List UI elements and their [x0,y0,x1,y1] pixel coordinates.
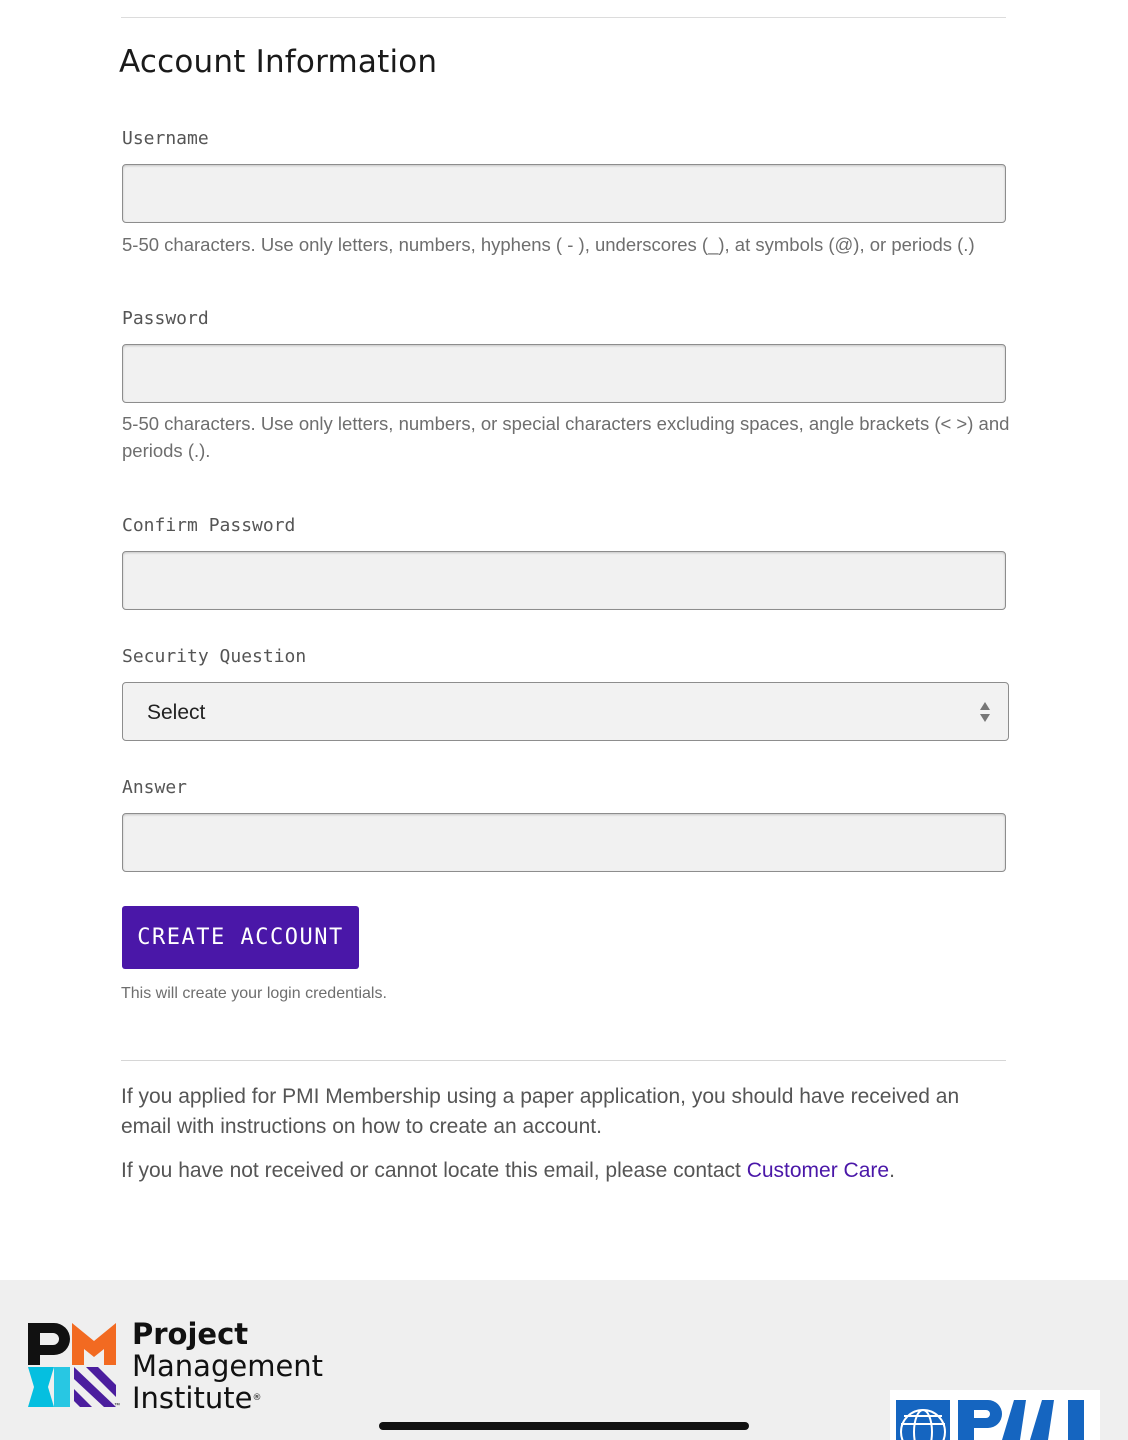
create-account-note: This will create your login credentials. [121,985,387,1002]
answer-input[interactable] [122,813,1006,872]
pmi-globe-badge-icon [890,1390,1100,1440]
contact-prefix: If you have not received or cannot locate this email, please contact [121,1159,747,1182]
username-input[interactable] [122,164,1006,223]
customer-care-link[interactable]: Customer Care [746,1159,890,1182]
home-indicator[interactable] [379,1422,749,1430]
create-account-button[interactable]: CREATE ACCOUNT [122,906,359,969]
up-down-arrows-icon [978,699,992,725]
contact-suffix: . [889,1159,895,1182]
logo-institute-word: Institute [132,1381,253,1415]
pmi-logo-text [132,1318,323,1414]
logo-trademark: ™ [114,1403,120,1409]
password-hint: 5-50 characters. Use only letters, numbers, or special characters excluding spaces, angle brackets (< >) and periods (.). [122,413,1010,461]
top-divider [121,17,1006,18]
contact-text [121,1156,1011,1186]
security-question-select[interactable] [122,682,1009,741]
logo-line-project: Project [132,1317,249,1351]
username-label: Username [122,128,209,149]
info-divider [121,1060,1006,1061]
password-input[interactable] [122,344,1006,403]
section-title: Account Information [119,44,438,80]
password-label: Password [122,308,209,329]
confirm-password-input[interactable] [122,551,1006,610]
security-question-value: Select [147,701,206,724]
logo-line-management: Management [132,1349,324,1383]
logo-line-institute [132,1382,323,1414]
logo-registered: ® [252,1393,262,1403]
paper-application-text: If you applied for PMI Membership using a paper application, you should have received an email with instructions on how to create an account. [121,1085,960,1138]
answer-label: Answer [122,777,188,798]
username-hint: 5-50 characters. Use only letters, numbers, hyphens ( - ), underscores (_), at symbols (@), or periods (.) [122,234,975,255]
pmi-logo-icon [28,1323,116,1409]
confirm-password-label: Confirm Password [122,515,296,536]
security-question-label: Security Question [122,646,307,667]
footer [0,1280,1128,1440]
